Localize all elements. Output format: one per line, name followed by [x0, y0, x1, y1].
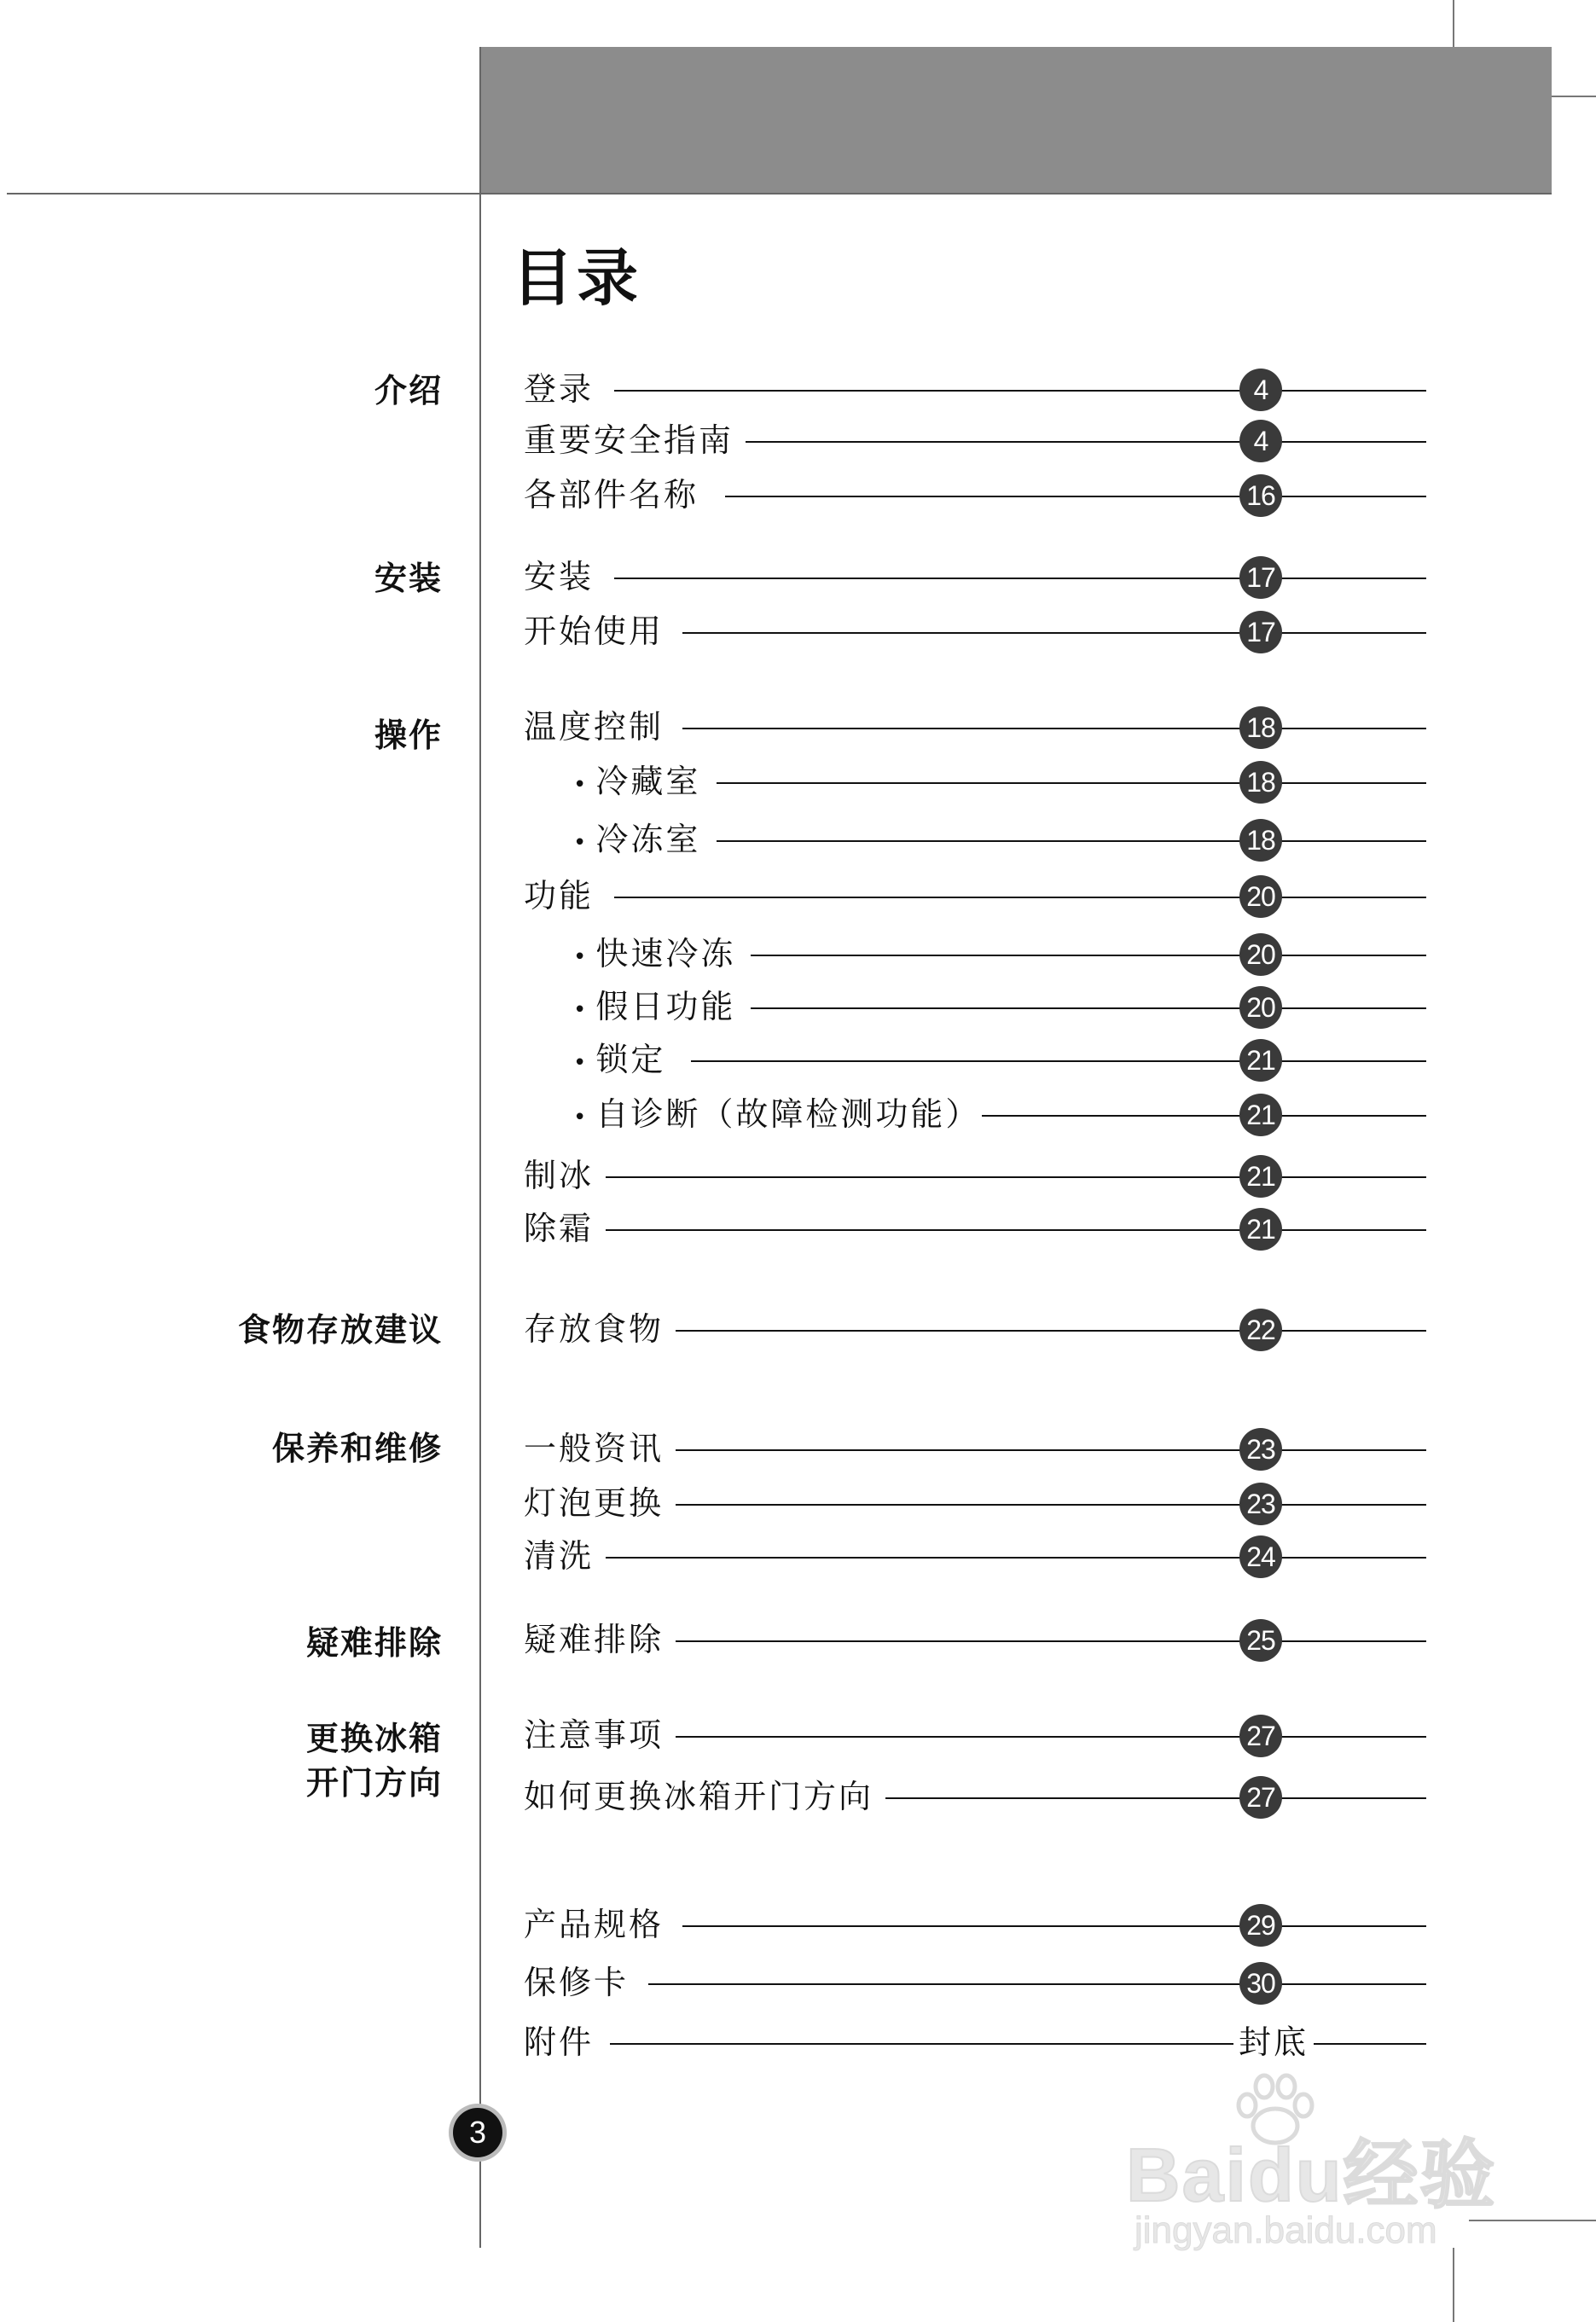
entry-label: 开始使用 — [524, 607, 676, 655]
watermark-brand: Baidu经验 — [1126, 2133, 1497, 2217]
page-badge: 4 — [1239, 420, 1282, 462]
page-badge: 21 — [1239, 1094, 1282, 1136]
page-title: 目录 — [512, 242, 642, 314]
leader-line — [682, 1925, 1426, 1927]
leader-line — [614, 390, 1426, 392]
entry-label: 疑难排除 — [524, 1616, 676, 1663]
section-care: 保养和维修 — [271, 1430, 443, 1467]
page-badge: 29 — [1239, 1904, 1282, 1947]
section-install: 安装 — [374, 560, 443, 597]
entry-label: 清洗 — [524, 1532, 606, 1580]
leader-line — [725, 496, 1426, 497]
entry-label — [573, 930, 747, 981]
leader-line — [606, 1229, 1426, 1231]
page-badge: 23 — [1239, 1483, 1282, 1525]
bullet-icon: • — [573, 1049, 589, 1076]
entry-label — [573, 983, 747, 1034]
toc-entry[interactable] — [0, 1773, 1596, 1824]
toc-entry[interactable] — [0, 930, 1596, 981]
toc-entry[interactable] — [0, 2018, 1596, 2069]
page-badge: 25 — [1239, 1619, 1282, 1662]
page-badge: 18 — [1239, 819, 1282, 862]
toc-entry[interactable] — [0, 1205, 1596, 1256]
entry-label — [573, 1090, 982, 1141]
page-badge: 20 — [1239, 875, 1282, 918]
entry-label: 重要安全指南 — [524, 416, 746, 464]
toc-entry[interactable] — [0, 553, 1596, 604]
leader-line — [674, 1504, 1426, 1506]
toc-entry[interactable] — [0, 1305, 1596, 1356]
leader-line — [682, 632, 1426, 634]
entry-label: 各部件名称 — [524, 471, 711, 519]
toc-entry[interactable] — [0, 1479, 1596, 1530]
toc-entry[interactable] — [0, 1616, 1596, 1667]
entry-label-text: 自诊断（故障检测功能） — [595, 1095, 981, 1133]
toc-entry[interactable] — [0, 983, 1596, 1034]
toc-entry[interactable] — [0, 471, 1596, 522]
leader-line — [717, 782, 1426, 784]
toc-entry[interactable] — [0, 1090, 1596, 1141]
page-badge: 18 — [1239, 706, 1282, 749]
page-badge: 30 — [1239, 1962, 1282, 2005]
bullet-icon: • — [573, 771, 589, 798]
toc-entry[interactable] — [0, 1036, 1596, 1087]
entry-label-text: 快速冷冻 — [595, 935, 736, 972]
entry-label: 如何更换冰箱开门方向 — [524, 1773, 885, 1820]
page-badge: 16 — [1239, 474, 1282, 517]
leader-line — [614, 897, 1426, 898]
toc-entry[interactable] — [0, 365, 1596, 416]
leader-line — [606, 1176, 1426, 1178]
top-rule — [7, 193, 1552, 194]
leader-line — [648, 1983, 1426, 1985]
toc-entry[interactable] — [0, 1532, 1596, 1583]
entry-label: 除霜 — [524, 1205, 606, 1252]
page-text: 封底 — [1233, 2018, 1314, 2066]
bullet-icon: • — [573, 943, 589, 970]
leader-line — [674, 1330, 1426, 1332]
page-badge: 4 — [1239, 369, 1282, 411]
leader-line — [674, 1449, 1426, 1451]
page-badge: 22 — [1239, 1309, 1282, 1351]
watermark-url: jingyan.baidu.com — [1135, 2209, 1437, 2251]
leader-line — [751, 955, 1426, 956]
header-bar — [480, 47, 1552, 194]
entry-label: 安装 — [524, 553, 606, 601]
entry-label: 产品规格 — [524, 1901, 676, 1948]
leader-line — [717, 840, 1426, 842]
toc-entry[interactable] — [0, 703, 1596, 754]
page-badge: 18 — [1239, 761, 1282, 804]
bullet-icon: • — [573, 1104, 589, 1130]
page-badge: 21 — [1239, 1155, 1282, 1198]
page-badge: 27 — [1239, 1715, 1282, 1757]
section-door-line1: 更换冰箱 — [305, 1720, 443, 1757]
leader-line — [614, 578, 1426, 579]
toc-entry[interactable] — [0, 1152, 1596, 1203]
bullet-icon: • — [573, 996, 589, 1023]
toc-entry[interactable] — [0, 1711, 1596, 1762]
page-number: 3 — [453, 2108, 502, 2157]
leader-line — [606, 1557, 1426, 1559]
toc-entry[interactable] — [0, 607, 1596, 659]
page-badge: 24 — [1239, 1535, 1282, 1578]
entry-label: 功能 — [524, 872, 606, 920]
page-badge: 23 — [1239, 1428, 1282, 1471]
page-badge: 27 — [1239, 1776, 1282, 1819]
leader-line — [955, 1115, 1426, 1117]
leader-line — [674, 1736, 1426, 1738]
entry-label-text: 冷冻室 — [595, 821, 701, 858]
entry-label: 注意事项 — [524, 1711, 676, 1759]
leader-line — [674, 1640, 1426, 1642]
entry-label: 灯泡更换 — [524, 1479, 676, 1527]
toc-entry[interactable] — [0, 872, 1596, 923]
page-badge: 21 — [1239, 1039, 1282, 1082]
entry-label: 存放食物 — [524, 1305, 676, 1353]
page-badge: 20 — [1239, 933, 1282, 976]
page-badge: 17 — [1239, 611, 1282, 653]
entry-label — [573, 758, 712, 809]
toc-entry[interactable] — [0, 1425, 1596, 1476]
entry-label: 登录 — [524, 365, 606, 413]
toc-entry[interactable] — [0, 758, 1596, 809]
leader-line — [879, 1797, 1426, 1799]
toc-entry[interactable] — [0, 416, 1596, 467]
page-badge: 20 — [1239, 986, 1282, 1029]
section-intro: 介绍 — [374, 372, 443, 409]
bullet-icon: • — [573, 829, 589, 856]
entry-label-text: 冷藏室 — [595, 763, 701, 800]
section-operation: 操作 — [374, 717, 443, 754]
entry-label: 制冰 — [524, 1152, 606, 1199]
entry-label: 一般资讯 — [524, 1425, 676, 1472]
leader-line — [682, 728, 1426, 729]
page-badge: 17 — [1239, 556, 1282, 599]
section-trouble: 疑难排除 — [305, 1624, 443, 1662]
entry-label: 附件 — [524, 2018, 606, 2066]
toc-entry[interactable] — [0, 1959, 1596, 2010]
entry-label-text: 假日功能 — [595, 988, 736, 1025]
entry-label: 温度控制 — [524, 703, 676, 751]
leader-line — [742, 441, 1426, 443]
toc-entry[interactable] — [0, 816, 1596, 867]
leader-line — [691, 1060, 1426, 1062]
section-door-line2: 开门方向 — [305, 1764, 443, 1802]
entry-label — [573, 816, 712, 867]
toc-entry[interactable] — [0, 1901, 1596, 1952]
watermark — [1126, 2073, 1510, 2261]
entry-label-text: 锁定 — [595, 1041, 666, 1078]
entry-label: 保修卡 — [524, 1959, 641, 2006]
crop-mark-top-right — [1453, 0, 1454, 47]
leader-line — [751, 1007, 1426, 1009]
page-badge: 21 — [1239, 1208, 1282, 1251]
section-food: 食物存放建议 — [237, 1311, 443, 1349]
entry-label — [573, 1036, 677, 1087]
